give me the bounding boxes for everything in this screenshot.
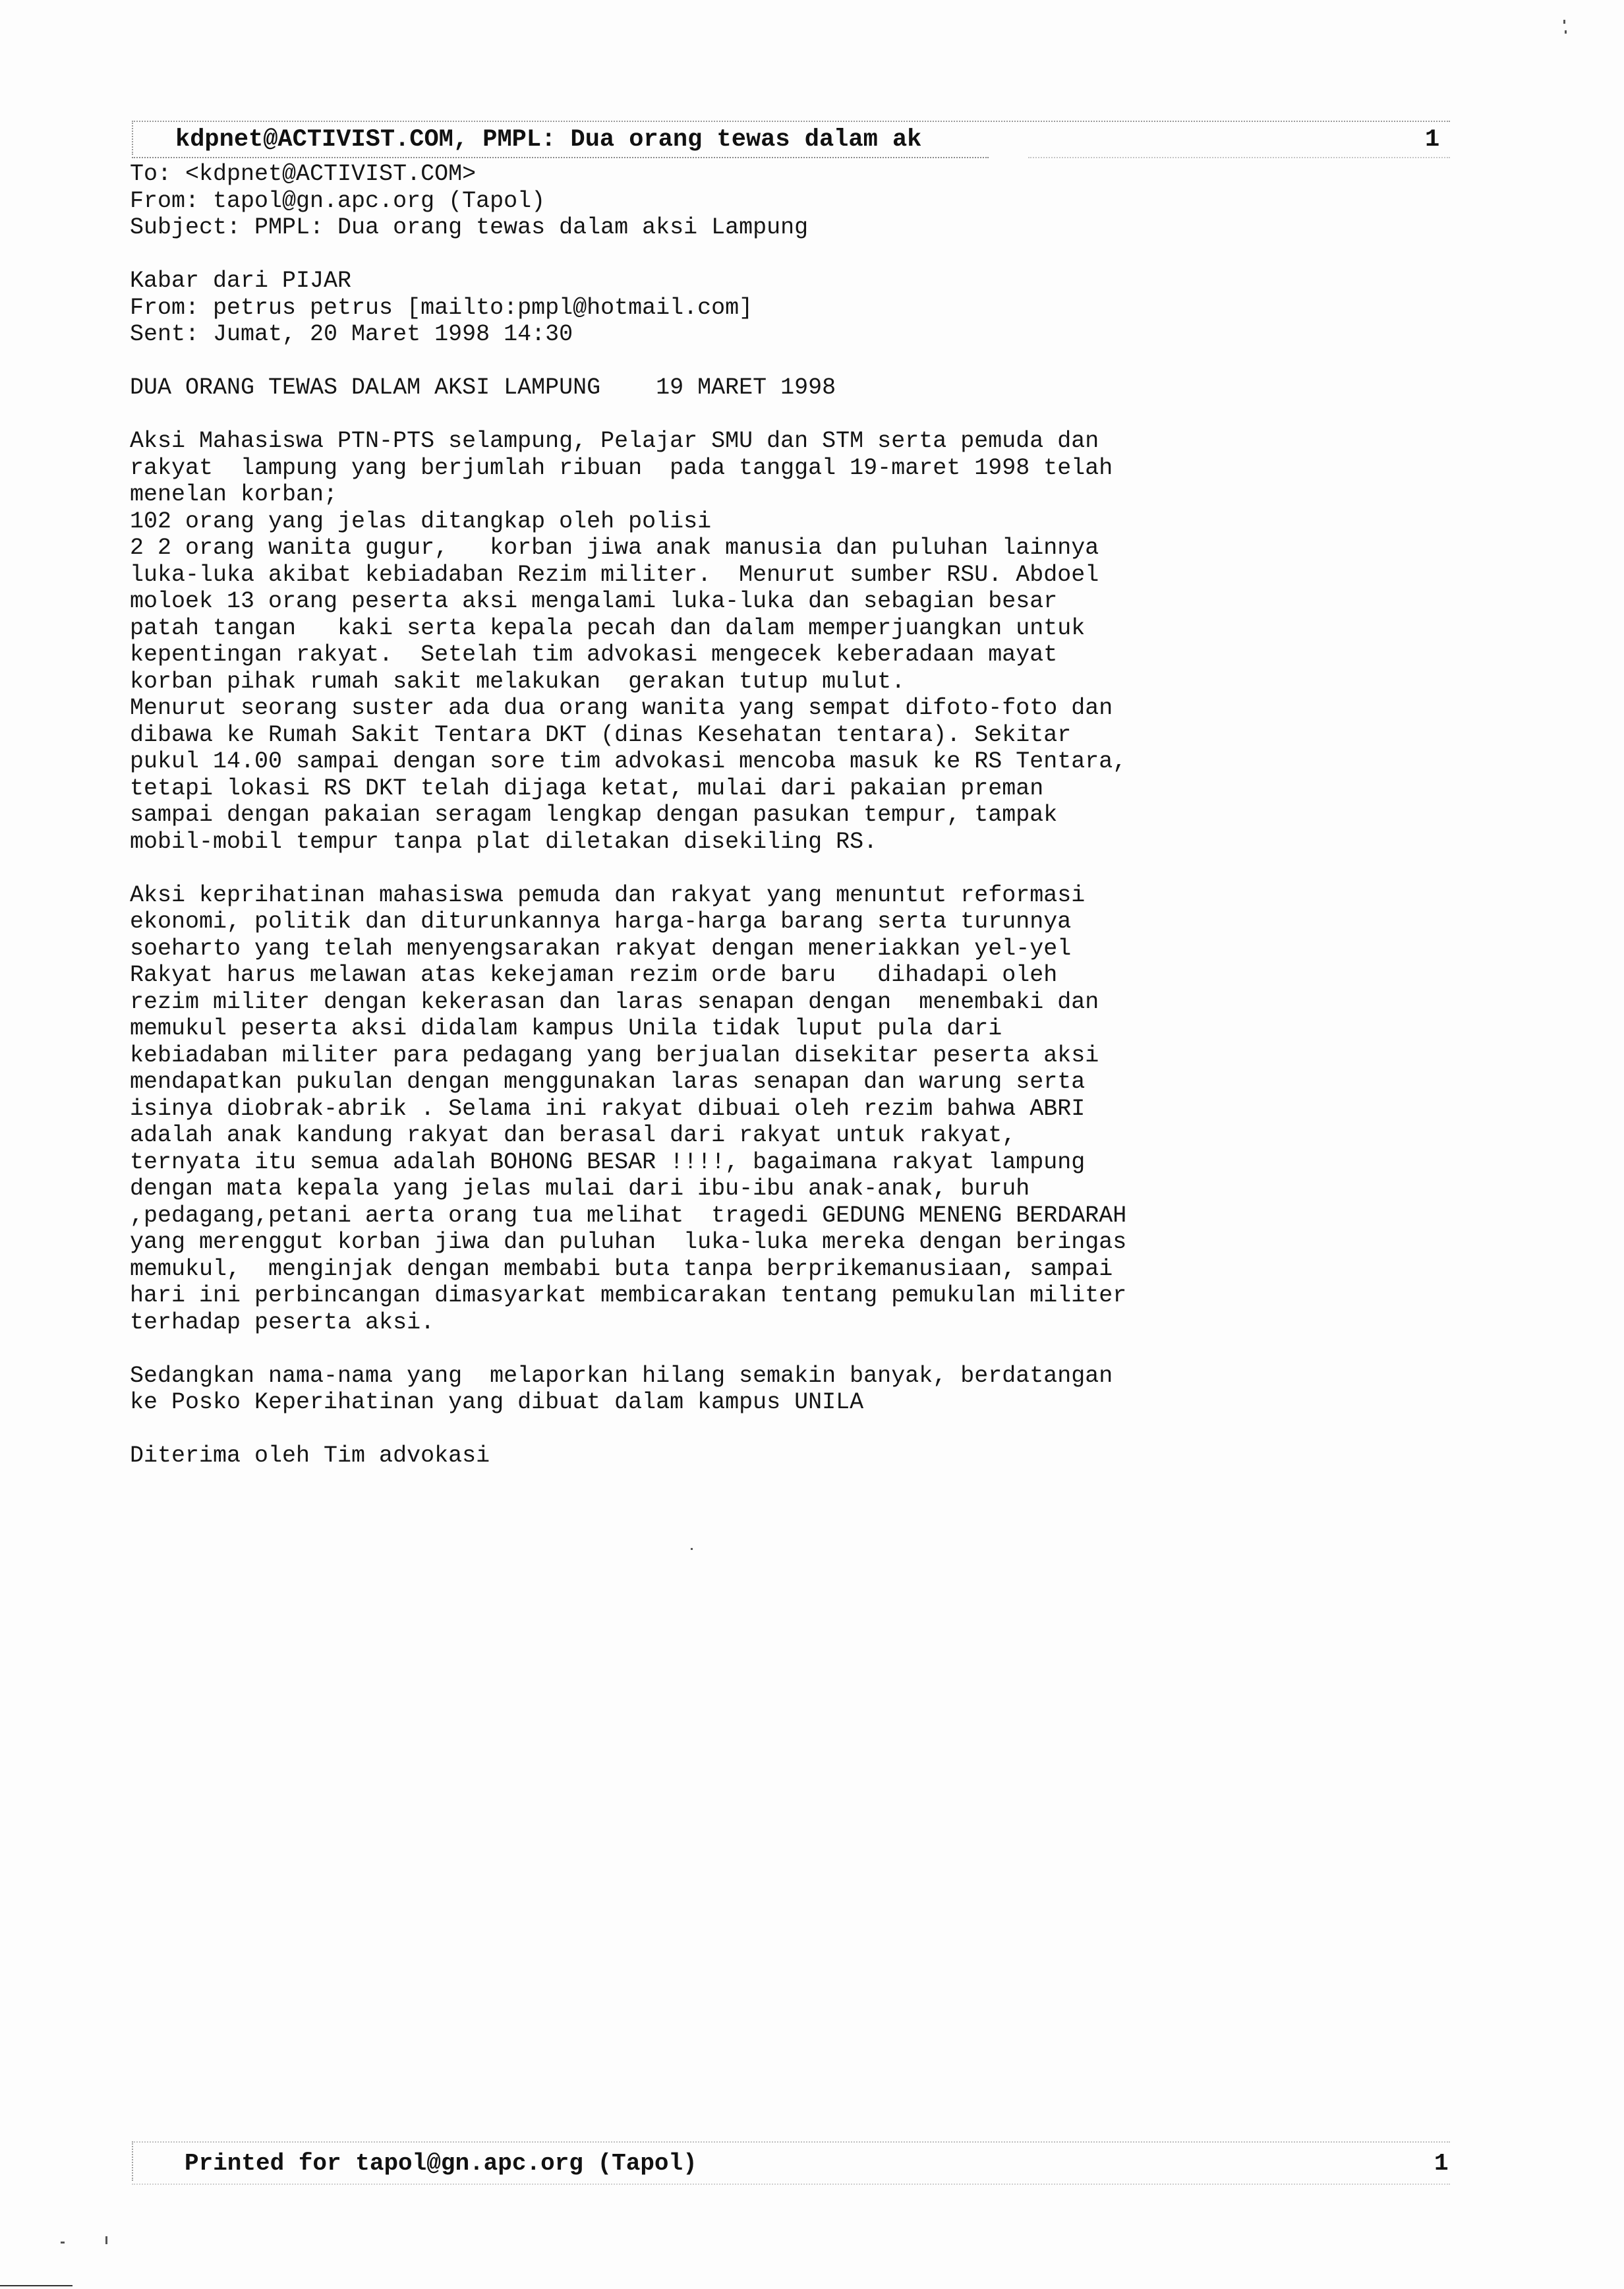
body-line: rakyat lampung yang berjumlah ribuan pada tanggal 19-maret 1998 telah	[130, 454, 1113, 481]
footer-page-number: 1	[1434, 2150, 1449, 2177]
body-line: Diterima oleh Tim advokasi	[130, 1442, 490, 1469]
body-line	[130, 401, 1126, 429]
body-line: ternyata itu semua adalah BOHONG BESAR !!!!, bagaimana rakyat lampung	[130, 1148, 1086, 1175]
header-title: kdpnet@ACTIVIST.COM, PMPL: Dua orang tewas dalam ak	[175, 126, 922, 154]
scan-speck	[691, 1548, 693, 1550]
footer-left-rule	[132, 2141, 133, 2181]
body-line: Rakyat harus melawan atas kekejaman rezim orde baru dihadapi oleh	[130, 962, 1058, 988]
body-line: Menurut seorang suster ada dua orang wanita yang sempat difoto-foto dan	[130, 695, 1113, 721]
body-line: luka-luka akibat kebiadaban Rezim militer. Menurut sumber RSU. Abdoel	[130, 561, 1099, 588]
body-line: Sedangkan nama-nama yang melaporkan hilang semakin banyak, berdatangan	[130, 1362, 1113, 1389]
body-line: memukul, menginjak dengan membabi buta tanpa berprikemanusiaan, sampai	[130, 1255, 1113, 1282]
body-line: 2 2 orang wanita gugur, korban jiwa anak manusia dan puluhan lainnya	[130, 535, 1099, 561]
body-line: kepentingan rakyat. Setelah tim advokasi mengecek keberadaan mayat	[130, 641, 1058, 668]
body-line: adalah anak kandung rakyat dan berasal dari rakyat untuk rakyat,	[130, 1122, 1016, 1148]
body-line: DUA ORANG TEWAS DALAM AKSI LAMPUNG 19 MARET 1998	[130, 374, 836, 401]
header-page-number: 1	[1425, 126, 1440, 154]
body-line: rezim militer dengan kekerasan dan laras senapan dengan menembaki dan	[130, 988, 1099, 1015]
scan-speck	[1563, 20, 1565, 24]
body-line: patah tangan kaki serta kepala pecah dan dalam memperjuangkan untuk	[130, 614, 1086, 641]
footer-top-rule	[132, 2141, 1450, 2143]
body-line: Sent: Jumat, 20 Maret 1998 14:30	[130, 321, 573, 347]
body-line	[130, 855, 1126, 882]
body-line: From: tapol@gn.apc.org (Tapol)	[130, 187, 546, 214]
body-line: memukul peserta aksi didalam kampus Unila tidak luput pula dari	[130, 1015, 1002, 1042]
footer-bottom-rule	[132, 2184, 1450, 2185]
body-line: sampai dengan pakaian seragam lengkap dengan pasukan tempur, tampak	[130, 802, 1058, 828]
body-line: ,pedagang,petani aerta orang tua melihat tragedi GEDUNG MENENG BERDARAH	[130, 1202, 1127, 1229]
body-line: kebiadaban militer para pedagang yang berjualan disekitar peserta aksi	[130, 1042, 1099, 1069]
body-line: tetapi lokasi RS DKT telah dijaga ketat, mulai dari pakaian preman	[130, 775, 1044, 802]
body-line: ke Posko Keperihatinan yang dibuat dalam kampus UNILA	[130, 1389, 864, 1415]
body-line	[130, 1336, 1126, 1363]
body-line: From: petrus petrus [mailto:pmpl@hotmail.com]	[130, 294, 753, 321]
body-line: Aksi Mahasiswa PTN-PTS selampung, Pelajar SMU dan STM serta pemuda dan	[130, 428, 1099, 454]
header-bottom-rule-faint	[1028, 157, 1450, 158]
body-line: 102 orang yang jelas ditangkap oleh polisi	[130, 508, 712, 535]
header-left-rule	[132, 121, 133, 155]
body-line	[130, 241, 1126, 268]
body-line: isinya diobrak-abrik . Selama ini rakyat dibuai oleh rezim bahwa ABRI	[130, 1095, 1086, 1122]
body-line: terhadap peserta aksi.	[130, 1309, 435, 1336]
body-line: korban pihak rumah sakit melakukan gerakan tutup mulut.	[130, 668, 906, 695]
body-line	[130, 1416, 1126, 1443]
scan-edge-line	[0, 2285, 72, 2286]
body-line: pukul 14.00 sampai dengan sore tim advokasi mencoba masuk ke RS Tentara,	[130, 748, 1127, 775]
body-line: mendapatkan pukulan dengan menggunakan laras senapan dan warung serta	[130, 1069, 1086, 1095]
body-line: menelan korban;	[130, 481, 338, 508]
body-line: moloek 13 orang peserta aksi mengalami luka-luka dan sebagian besar	[130, 588, 1058, 614]
scan-speck	[105, 2236, 107, 2244]
body-line: yang merenggut korban jiwa dan puluhan luka-luka mereka dengan beringas	[130, 1229, 1127, 1255]
body-line: To: <kdpnet@ACTIVIST.COM>	[130, 161, 477, 187]
body-line: dibawa ke Rumah Sakit Tentara DKT (dinas Kesehatan tentara). Sekitar	[130, 721, 1072, 748]
body-line: hari ini perbincangan dimasyarkat membicarakan tentang pemukulan militer	[130, 1282, 1127, 1309]
body-line: ekonomi, politik dan diturunkannya harga-harga barang serta turunnya	[130, 908, 1072, 935]
body-line	[130, 348, 1126, 375]
body-line: mobil-mobil tempur tanpa plat diletakan disekiling RS.	[130, 828, 878, 855]
scan-speck	[1565, 30, 1567, 34]
body-line: Subject: PMPL: Dua orang tewas dalam aksi Lampung	[130, 214, 809, 241]
header-bottom-rule	[132, 157, 989, 158]
header-top-rule	[132, 121, 1450, 122]
body-line: Kabar dari PIJAR	[130, 268, 352, 294]
footer-printed-for: Printed for tapol@gn.apc.org (Tapol)	[185, 2150, 697, 2177]
body-line: dengan mata kepala yang jelas mulai dari ibu-ibu anak-anak, buruh	[130, 1175, 1030, 1202]
body-line: soeharto yang telah menyengsarakan rakyat dengan meneriakkan yel-yel	[130, 935, 1072, 962]
body-line: Aksi keprihatinan mahasiswa pemuda dan rakyat yang menuntut reformasi	[130, 881, 1086, 908]
email-body	[130, 161, 1126, 1470]
scan-speck	[61, 2242, 65, 2244]
